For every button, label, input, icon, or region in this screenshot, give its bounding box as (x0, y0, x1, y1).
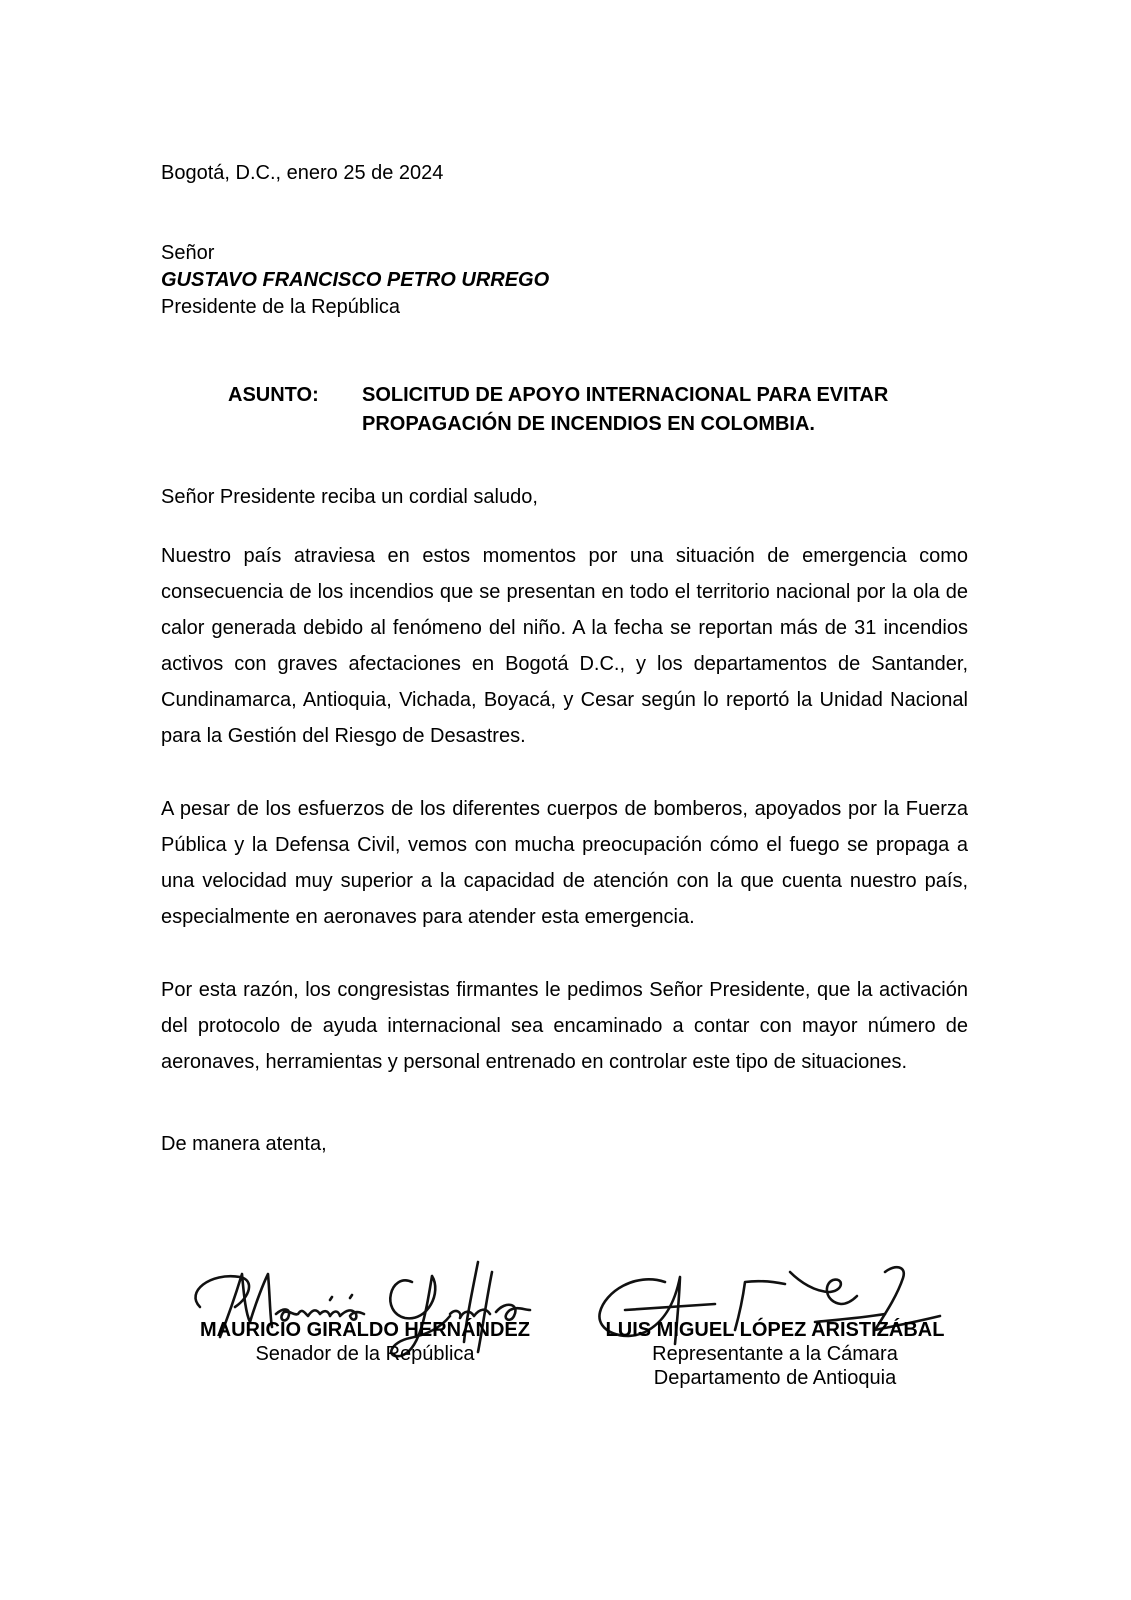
signatory-2-role-line-2: Departamento de Antioquia (653, 1367, 897, 1389)
signatory-2-role-line-1: Representante a la Cámara (652, 1343, 898, 1365)
subject-line-1: SOLICITUD DE APOYO INTERNACIONAL PARA EVITAR (362, 384, 889, 406)
signatory-1 (175, 1318, 555, 1366)
subject-label: ASUNTO: (228, 384, 319, 406)
subject-text (362, 381, 888, 439)
signatory-1-role: Senador de la República (255, 1343, 475, 1365)
signatory-1-name: MAURICIO GIRALDO HERNÁNDEZ (200, 1319, 530, 1341)
body-paragraph-3: Por esta razón, los congresistas firmantes le pedimos Señor Presidente, que la activación del protocolo de ayuda internacional sea encaminado a contar con mayor número de aeronaves, herramientas y personal entrenado en controlar este tipo de situaciones. (161, 979, 968, 1073)
greeting: Señor Presidente reciba un cordial saludo, (161, 486, 538, 508)
recipient-position: Presidente de la República (161, 296, 401, 318)
recipient-salutation-title: Señor (161, 242, 215, 264)
place-date: Bogotá, D.C., enero 25 de 2024 (161, 162, 444, 184)
signatory-2-name: LUIS MIGUEL LÓPEZ ARISTIZÁBAL (605, 1319, 945, 1341)
body-paragraph-2: A pesar de los esfuerzos de los diferentes cuerpos de bomberos, apoyados por la Fuerza Pública y la Defensa Civil, vemos con mucha preocupación cómo el fuego se propaga a una velocidad muy superior a la capacidad de atención con la que cuenta nuestro país, especialmente en aeronaves para atender esta emergencia. (161, 798, 968, 928)
signatory-2 (580, 1318, 970, 1390)
recipient-name: GUSTAVO FRANCISCO PETRO URREGO (161, 269, 550, 291)
subject-line-2: PROPAGACIÓN DE INCENDIOS EN COLOMBIA. (362, 413, 815, 435)
closing: De manera atenta, (161, 1133, 327, 1155)
body-paragraph-1: Nuestro país atraviesa en estos momentos por una situación de emergencia como consecuencia de los incendios que se presentan en todo el territorio nacional por la ola de calor generada debido al fenómeno del niño. A la fecha se reportan más de 31 incendios activos con graves afectaciones en Bogotá D.C., y los departamentos de Santander, Cundinamarca, Antioquia, Vichada, Boyacá, y Cesar según lo reportó la Unidad Nacional para la Gestión del Riesgo de Desastres. (161, 545, 968, 747)
